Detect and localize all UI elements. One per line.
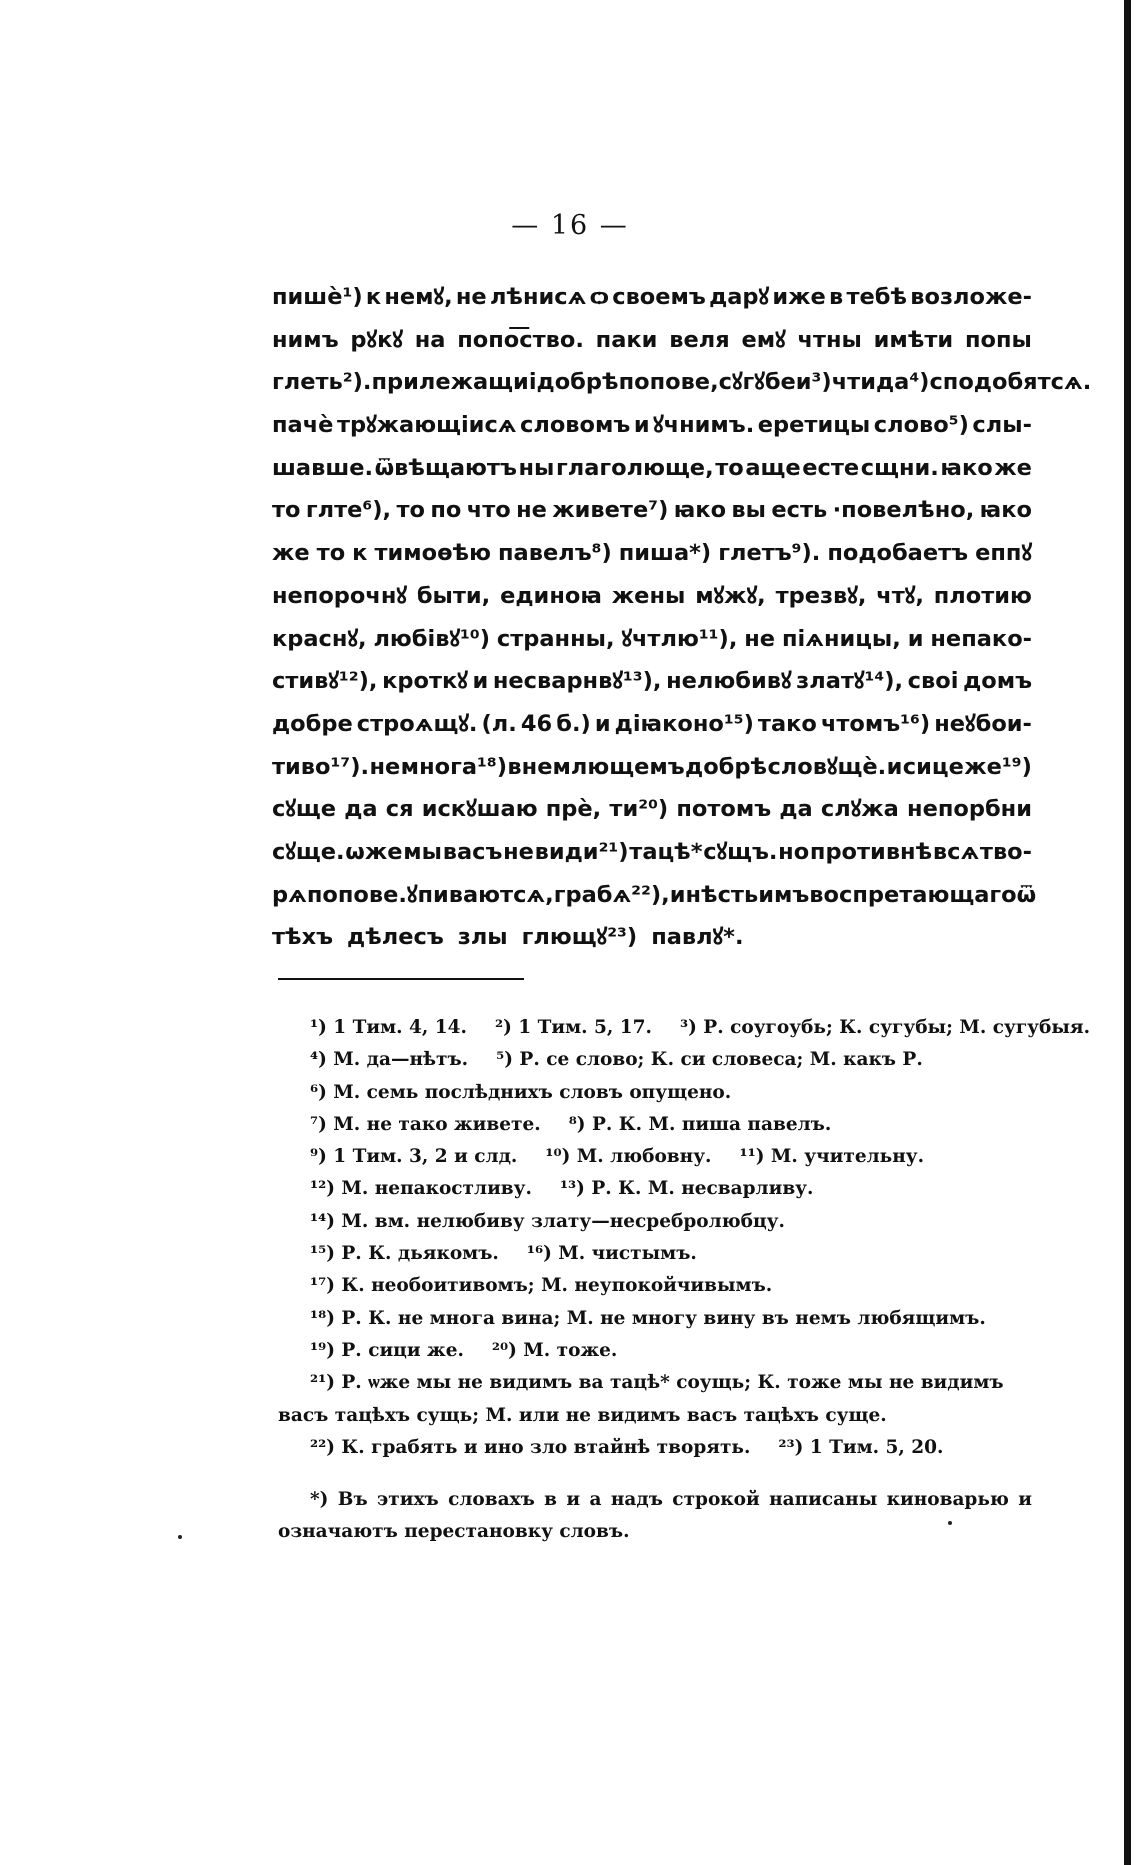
footnote-entry: ⁴) М. да—нѣтъ. — [310, 1049, 469, 1071]
word: сꙋще — [272, 796, 337, 823]
word: нѣсть — [685, 881, 759, 908]
word: 46 — [520, 710, 553, 737]
word: попове, — [618, 369, 719, 396]
word: ꙗко — [940, 454, 993, 481]
word: неꙋбои- — [934, 710, 1032, 737]
word: сщни. — [860, 454, 939, 481]
word: сꙋще. — [272, 838, 345, 865]
word: дарꙋ — [709, 284, 770, 310]
word: имъ — [758, 881, 810, 908]
word: не — [516, 497, 547, 524]
text-line — [272, 618, 1032, 661]
text-line — [272, 746, 1032, 789]
word: искꙋшаю — [421, 796, 538, 823]
footnote-entry: ⁹) 1 Тим. 3, 2 и слд. — [310, 1146, 518, 1168]
footnote-entry: ¹) 1 Тим. 4, 14. — [310, 1017, 467, 1038]
word: чти — [831, 369, 876, 396]
footnote-line — [310, 1173, 1032, 1205]
word: прилежащиі — [371, 369, 537, 396]
text-line — [272, 361, 1092, 404]
word: да — [344, 796, 378, 823]
word: то — [316, 540, 346, 567]
word: б.) — [556, 710, 591, 737]
word: попы — [965, 326, 1032, 353]
word: васъ — [442, 838, 503, 865]
word: и — [472, 668, 489, 695]
footnote-line — [310, 1335, 1032, 1367]
footnote-line — [310, 1270, 1032, 1302]
word: еппꙋ — [975, 540, 1032, 567]
word: ꙗко — [673, 497, 727, 524]
word: не — [744, 625, 776, 652]
word: же — [994, 454, 1032, 481]
text-line — [272, 404, 1032, 447]
word: непако- — [930, 625, 1032, 652]
word: ѡже — [345, 838, 403, 865]
word: нелюбивꙋ — [666, 668, 792, 695]
footnote-line — [310, 1432, 1032, 1464]
word: быти, — [416, 582, 491, 609]
word: странны, — [496, 625, 615, 652]
word: многа¹⁸) — [400, 753, 507, 780]
text-line — [272, 575, 1032, 618]
word: к — [352, 540, 368, 567]
asterisk-note-line: означаютъ перестановку словъ. — [278, 1521, 630, 1543]
word: слово⁵) — [873, 412, 969, 439]
word: трꙋжающіисѧ — [336, 412, 517, 439]
footnote-entry: ⁵) Р. се слово; К. си словеса; М. какъ Р. — [496, 1049, 923, 1071]
word: рꙋкꙋ — [350, 326, 403, 353]
word: домъ — [963, 668, 1032, 695]
word: чтꙋ, — [876, 582, 924, 609]
word: трезвꙋ, — [775, 582, 867, 609]
word: прѐ, — [545, 796, 602, 823]
word: глте⁶), — [305, 497, 392, 524]
word: лѣнисѧ — [489, 284, 587, 310]
word: ꙋчтлю¹¹), — [621, 625, 738, 652]
text-line — [272, 703, 1032, 746]
word: иже — [772, 284, 826, 310]
word: то — [396, 497, 425, 524]
word: стивꙋ¹²), — [272, 668, 378, 695]
word: чтомъ¹⁶) — [820, 710, 931, 737]
footnote-entry: ²³) 1 Тим. 5, 20. — [778, 1436, 944, 1458]
word: тако — [757, 710, 817, 737]
word: ѿвѣщаютъ — [374, 454, 517, 481]
text-line — [272, 447, 1032, 490]
footnote-entry: васъ тацѣхъ сущь; М. или не видимъ васъ тацѣхъ суще. — [278, 1404, 887, 1426]
word: чтны — [797, 326, 862, 353]
word: не — [369, 753, 401, 780]
text-line — [272, 276, 1032, 319]
word: то — [272, 497, 301, 524]
word: емꙋ — [741, 326, 786, 353]
word: есте — [802, 454, 860, 481]
footnote-entry: ²) 1 Тим. 5, 17. — [495, 1017, 652, 1038]
word: тиво¹⁷). — [272, 753, 370, 780]
word: сице — [902, 753, 964, 780]
word: и — [633, 412, 650, 439]
word: ꙋпиваютсѧ, — [406, 881, 554, 908]
word: есть — [771, 497, 828, 524]
footnote-entry: ²⁰) М. тоже. — [491, 1339, 618, 1361]
word: паки — [595, 326, 658, 353]
footnote-separator — [278, 978, 524, 980]
footnote-entry: ¹¹) М. учительну. — [739, 1146, 925, 1168]
word: тимоѳѣю — [374, 540, 491, 567]
word: в — [828, 284, 844, 310]
word: своі — [907, 668, 959, 695]
word: по — [430, 497, 462, 524]
footnote-line — [310, 1238, 1032, 1270]
word: піѧницы, — [781, 625, 901, 652]
word: пишѐ¹) — [272, 284, 363, 310]
word: добре — [272, 710, 353, 737]
footnote-entry: ¹⁶) М. чистымъ. — [526, 1243, 697, 1265]
page-edge-line — [1124, 0, 1131, 1865]
word: жены — [611, 582, 686, 609]
word: непорбни — [907, 796, 1032, 823]
footnote-entry: ¹⁹) Р. сици же. — [310, 1339, 464, 1361]
word: павелъ⁸) — [497, 540, 612, 567]
word: ны — [518, 454, 555, 481]
word: нимъ — [272, 326, 339, 353]
footnote-line — [310, 1303, 1032, 1335]
word: ꙋчнимъ. — [653, 412, 755, 439]
footnote-entry: ¹⁴) М. вм. нелюбиву злату—несребролюбцу. — [310, 1210, 785, 1232]
word: да — [779, 796, 813, 823]
word: слы- — [972, 412, 1032, 439]
footnote-entry: ¹³) Р. К. М. несварливу. — [559, 1178, 814, 1200]
word: глетъ⁹). — [718, 540, 821, 567]
word: аще — [745, 454, 801, 481]
footnote-line — [310, 1044, 1032, 1076]
word: и — [886, 753, 903, 780]
footnote-entry: ¹⁸) Р. К. не многа вина; М. не многу вину въ немъ любящимъ. — [310, 1307, 986, 1329]
footnote-entry: ¹⁵) Р. К. дьякомъ. — [310, 1243, 499, 1265]
word: кроткꙋ — [382, 668, 468, 695]
footnote-line — [310, 1206, 1032, 1238]
word: внемлющемъ — [507, 753, 685, 780]
footnote-line — [310, 1367, 1032, 1399]
word: что — [466, 497, 511, 524]
word: грабѧ²²), — [553, 881, 670, 908]
word: пачѐ — [272, 412, 334, 439]
word: тѣхъ — [272, 924, 334, 951]
word: несварнвꙋ¹³), — [492, 668, 662, 695]
word: и — [669, 881, 686, 908]
word: словꙋщѐ. — [767, 753, 887, 780]
word: краснꙋ, — [272, 625, 367, 652]
word: тацѣ* — [629, 838, 703, 865]
word: имѣти — [873, 326, 954, 353]
word: злы — [457, 924, 508, 951]
text-line — [272, 532, 1032, 575]
word: словомъ — [520, 412, 631, 439]
word: сꙋщъ. — [703, 838, 778, 865]
word: попо͞ство. — [457, 326, 584, 353]
word: діꙗконо¹⁵) — [614, 710, 754, 737]
word: потомъ — [676, 796, 772, 823]
footnotes-block — [278, 1012, 1091, 1549]
word: ·повелѣно, — [832, 497, 975, 524]
word: своемъ — [612, 284, 706, 310]
word: же — [272, 540, 310, 567]
word: еретицы — [757, 412, 871, 439]
text-line — [272, 874, 1037, 917]
word: не — [503, 838, 534, 865]
text-line — [272, 489, 1032, 532]
word: глющꙋ²³) — [521, 924, 638, 951]
word: к — [365, 284, 382, 310]
footnote-entry: ²²) К. грабять и ино зло втайнѣ творять. — [310, 1436, 751, 1458]
word: живете⁷) — [552, 497, 669, 524]
word: и — [907, 625, 924, 652]
footnote-line — [310, 1141, 1032, 1173]
word: ꙗко — [979, 497, 1032, 524]
word: единоꙗ — [500, 582, 602, 609]
word: непорочнꙋ — [272, 582, 407, 609]
footnote-entry: ⁶) М. семь послѣднихъ словъ опущено. — [310, 1081, 732, 1103]
main-text-body — [272, 276, 1092, 959]
text-line — [272, 831, 1032, 874]
word: не — [455, 284, 487, 310]
footnote-gap — [310, 1464, 1032, 1484]
text-line — [272, 916, 1032, 959]
word: златꙋ¹⁴), — [796, 668, 904, 695]
word: мꙋжꙋ, — [695, 582, 766, 609]
word: то — [715, 454, 744, 481]
word: ѿ — [1016, 881, 1037, 908]
footnote-entry: ³) Р. соугоубь; К. сугубы; М. сугубыя. — [680, 1017, 1091, 1038]
word: шавше. — [272, 454, 374, 481]
word: любівꙋ¹⁰) — [373, 625, 490, 652]
footnote-entry: ²¹) Р. ѡже мы не видимъ ва тацѣ* соущь; К. тоже мы не видимъ — [310, 1372, 1004, 1394]
asterisk-note-line: *) Въ этихъ словахъ в и а надъ строкой написаны киноварью и — [310, 1489, 1032, 1511]
footnote-entry: ⁷) М. не тако живете. — [310, 1113, 541, 1135]
word: мы — [403, 838, 442, 865]
word: ся — [385, 796, 414, 823]
footnote-line — [278, 1400, 1032, 1432]
footnote-line — [310, 1109, 1032, 1141]
footnote-line — [310, 1077, 1032, 1109]
footnote-entry: ¹²) М. непакостливу. — [310, 1178, 532, 1200]
word: строѧщꙋ. — [356, 710, 478, 737]
word: ти²⁰) — [609, 796, 669, 823]
word: добрѣ — [536, 369, 619, 396]
word: тво- — [979, 838, 1032, 865]
word: рѧ — [272, 881, 307, 908]
word: же¹⁹) — [964, 753, 1032, 780]
word: возложе- — [910, 284, 1032, 310]
text-line — [272, 788, 1032, 831]
scan-speck — [178, 1535, 182, 1539]
word: дѣлесъ — [347, 924, 444, 951]
word: слꙋжа — [820, 796, 899, 823]
word: но — [778, 838, 810, 865]
word: ѻ — [589, 284, 609, 310]
page-number: — 16 — — [511, 210, 629, 241]
word: да⁴) — [875, 369, 930, 396]
word: тебѣ — [846, 284, 908, 310]
word: плотию — [933, 582, 1032, 609]
word: вы — [731, 497, 766, 524]
word: попове. — [306, 881, 407, 908]
footnote-entry: ⁸) Р. К. М. пиша павелъ. — [568, 1113, 832, 1135]
word: противнѣ — [809, 838, 933, 865]
scan-speck — [948, 1521, 952, 1525]
word: (л. — [481, 710, 517, 737]
word: сподобятсѧ. — [929, 369, 1092, 396]
footnote-entry: ¹⁷) К. необоитивомъ; М. неупокойчивымъ. — [310, 1275, 773, 1297]
word: глеть²). — [272, 369, 372, 396]
word: види²¹) — [534, 838, 629, 865]
word: всѧ — [932, 838, 980, 865]
footnote-line — [310, 1012, 1091, 1044]
word: глаголюще, — [555, 454, 714, 481]
word: немꙋ, — [384, 284, 453, 310]
text-line — [272, 660, 1032, 703]
word: пиша*) — [618, 540, 712, 567]
word: на — [414, 326, 446, 353]
word: веля — [669, 326, 730, 353]
word: воспретающаго — [809, 881, 1017, 908]
word: и — [594, 710, 611, 737]
word: подобаетъ — [827, 540, 969, 567]
word: добрѣ — [685, 753, 768, 780]
word: сꙋгꙋбеи³) — [718, 369, 832, 396]
word: павлꙋ*. — [651, 924, 744, 951]
footnote-entry: ¹⁰) М. любовну. — [545, 1146, 712, 1168]
text-line — [272, 319, 1032, 362]
